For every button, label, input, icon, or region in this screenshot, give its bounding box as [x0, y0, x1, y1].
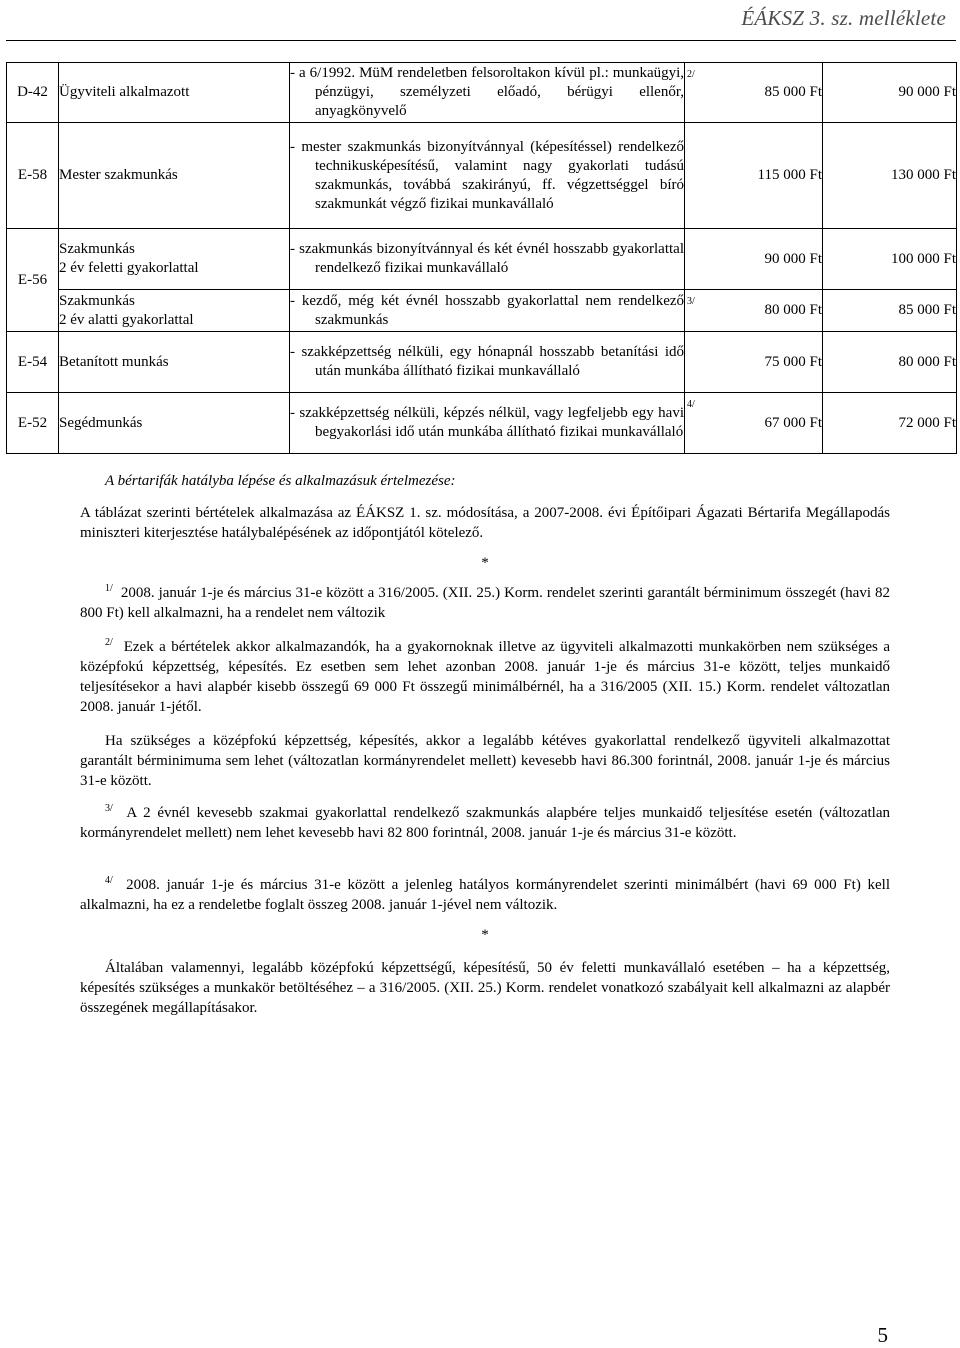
job-description: - szakképzettség nélküli, egy hónapnál hosszabb betanítási idő után munkába állítható fizikai munkavállaló [290, 332, 685, 393]
table-row [7, 123, 957, 229]
job-name: Szakmunkás 2 év alatti gyakorlattal [59, 290, 290, 332]
table-row [7, 290, 957, 332]
footnote-mark: 2/ [105, 637, 113, 648]
intro-paragraph: A táblázat szerinti bértételek alkalmazása az ÉÁKSZ 1. sz. módosítása, a 2007-2008. évi Építőipari Ágazati Bértarifa Megállapodás miniszteri kiterjesztése hatálybalépésének az időpontjától kötelező. [80, 505, 890, 541]
job-name: Szakmunkás 2 év feletti gyakorlattal [59, 229, 290, 290]
footnote-2: $^{2/}$ Ezek a bértételek akkor alkalmazandók, ha a gyakornoknak illetve az ügyviteli alkalmazotti munkakörben nem szükséges a középfokú képzettség, képesítés. Ez esetben sem lehet azonban 2008. január 1-je és március 31-e között, teljes munkaidő teljesítésekor a havi alapbér kisebb összegű 69 000 Ft összegű minimálbérnél, ha a 316/2005 (XII. 15.) Korm. rendelet változatlan 2008. január 1-jétől. [80, 637, 891, 715]
job-name: Segédmunkás [59, 393, 290, 454]
guaranteed-wage: 90 000 Ft [823, 63, 957, 123]
minimum-wage: 75 000 Ft [685, 332, 823, 393]
page-number: 5 [877, 1323, 888, 1347]
minimum-wage: 115 000 Ft [685, 123, 823, 229]
footnote-1: $^{1/}$ 2008. január 1-je és március 31-e között a 316/2005. (XII. 25.) Korm. rendelet szerinti garantált bérminimum összegét (havi 82 800 Ft) kell alkalmazni, ha a rendelet nem változik [80, 583, 891, 621]
separator: * [481, 927, 489, 943]
minimum-wage: 4/ 67 000 Ft [685, 393, 823, 454]
page-header: ÉÁKSZ 3. sz. melléklete [741, 6, 946, 30]
job-description: - kezdő, még két évnél hosszabb gyakorlattal nem rendelkező szakmunkás [290, 290, 685, 332]
job-description: - a 6/1992. MüM rendeletben felsoroltakon kívül pl.: munkaügyi, pénzügyi, személyzeti előadó, bérügyi ellenőr, anyagkönyvelő [290, 63, 685, 123]
job-name: Ügyviteli alkalmazott [59, 63, 290, 123]
footnote-4: $^{4/}$ 2008. január 1-je és március 31-e között a jelenleg hatályos kormányrendelet szerinti minimálbért (havi 69 000 Ft) kell alkalmazni, ha ez a rendeletbe foglalt összeg 2008. január 1-jével nem változik. [80, 875, 891, 913]
table-row [7, 229, 957, 290]
footnote-mark: 1/ [105, 583, 113, 594]
footnote-2-continued: Ha szükséges a középfokú képzettség, képesítés, akkor a legalább kétéves gyakorlattal rendelkező ügyviteli alkalmazottat garantált bérminimuma sem lehet (változatlan kormányrendelet mellett) kevesebb havi 86.300 forintnál, 2008. január 1-je és március 31-e között. [80, 733, 890, 789]
job-name: Betanított munkás [59, 332, 290, 393]
guaranteed-wage: 130 000 Ft [823, 123, 957, 229]
minimum-wage: 90 000 Ft [685, 229, 823, 290]
job-description: - szakmunkás bizonyítvánnyal és két évnél hosszabb gyakorlattal rendelkező fizikai munkavállaló [290, 229, 685, 290]
guaranteed-wage: 80 000 Ft [823, 332, 957, 393]
footnote-mark: 4/ [105, 875, 113, 886]
closing-paragraph: Általában valamennyi, legalább középfokú képzettségű, képesítésű, 50 év feletti munkavállaló esetében – ha a képzettség, képesítés szükséges a munkakör betöltéséhez – a 316/2005. (XII. 25.) Korm. rendelet vonatkozó szabályait kell alkalmazni az alapbér összegének megállapításakor. [80, 960, 890, 1016]
minimum-wage: 3/ 80 000 Ft [685, 290, 823, 332]
separator: * [481, 555, 489, 571]
wage-table [6, 62, 957, 454]
job-code: E-52 [7, 393, 59, 454]
minimum-wage: 2/ 85 000 Ft [685, 63, 823, 123]
job-code: E-54 [7, 332, 59, 393]
job-description: - mester szakmunkás bizonyítvánnyal (képesítéssel) rendelkező technikusképesítésű, valamint nagy gyakorlati tudású szakmunkás, továbbá szakirányú, ff. végzettséggel bíró szakmunkát végző fizikai munkavállaló [290, 123, 685, 229]
job-code: E-58 [7, 123, 59, 229]
table-row [7, 332, 957, 393]
footnote-mark: 3/ [105, 803, 113, 814]
header-rule [6, 40, 956, 41]
guaranteed-wage: 100 000 Ft [823, 229, 957, 290]
table-row [7, 63, 957, 123]
section-title: A bértarifák hatályba lépése és alkalmazásuk értelmezése: [105, 473, 456, 489]
footnote-3: $^{3/}$ A 2 évnél kevesebb szakmai gyakorlattal rendelkező szakmunkás alapbére teljes munkaidő teljesítése esetén (változatlan kormányrendelet mellett) nem lehet kevesebb havi 82 800 forintnál, 2008. január 1-je és március 31-e között. [80, 803, 890, 841]
job-code: E-56 [7, 229, 59, 332]
guaranteed-wage: 85 000 Ft [823, 290, 957, 332]
job-name: Mester szakmunkás [59, 123, 290, 229]
job-description: - szakképzettség nélküli, képzés nélkül, vagy legfeljebb egy havi begyakorlási idő után munkába állítható fizikai munkavállaló [290, 393, 685, 454]
table-row [7, 393, 957, 454]
guaranteed-wage: 72 000 Ft [823, 393, 957, 454]
job-code: D-42 [7, 63, 59, 123]
